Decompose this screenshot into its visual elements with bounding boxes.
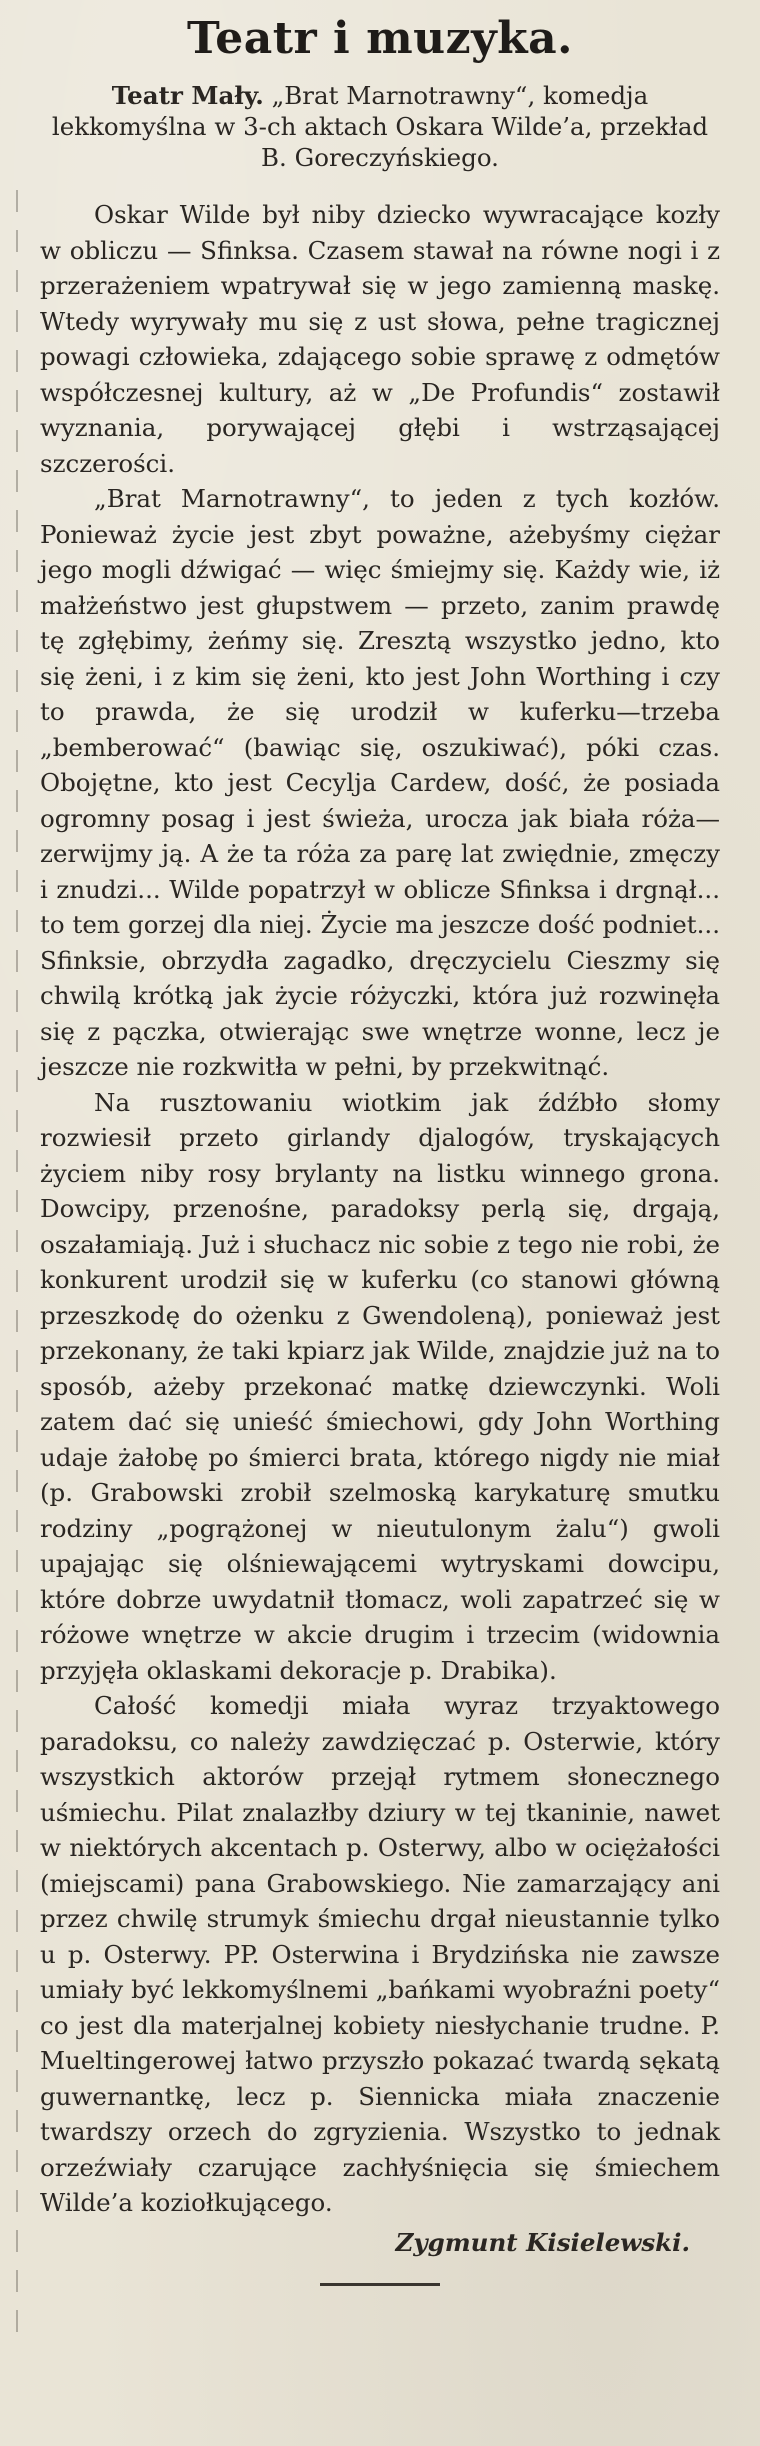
end-rule [320,2283,440,2286]
column-rule [16,190,18,2340]
theatre-name: Teatr Mały. [111,81,264,110]
article-column [40,8,720,2286]
section-heading: Teatr i muzyka. [187,13,573,64]
paragraph-2: „Brat Marnotrawny“, to jeden z tych kozłów. Ponieważ życie jest zbyt poważne, ażebyśmy ciężar jego mogli dźwigać — więc śmiejmy się. Każdy wie, iż małżeństwo jest głupstwem — przeto, zanim prawdę tę zgłębimy, żeńmy się. Zresztą wszystko jedno, kto się żeni, i z kim się żeni, kto jest John Worthing i czy to prawda, że się urodził w kuferku—trzeba „bemberować“ (bawiąc się, oszukiwać), póki czas. Obojętne, kto jest Cecylja Cardew, dość, że posiada ogromny posag i jest świeża, urocza jak biała róża—zerwijmy ją. A że ta róża za parę lat zwiędnie, zmęczy i znudzi... Wilde popatrzył w oblicze Sfinksa i drgnął... to tem gorzej dla niej. Życie ma jeszcze dość podniet... Sfinksie, obrzydła zagadko, dręczycielu Cieszmy się chwilą krótką jak życie różyczki, która już rozwinęła się z pączka, otwierając swe wnętrze wonne, lecz je jeszcze nie rozkwitła w pełni, by przekwitnąć. [40,484,720,1081]
paragraph-1: Oskar Wilde był niby dziecko wywracające kozły w obliczu — Sfinksa. Czasem stawał na równe nogi i z przerażeniem wpatrywał się w jego zamienną maskę. Wtedy wyrywały mu się z ust słowa, pełne tragicznej powagi człowieka, zdającego sobie sprawę z odmętów współczesnej kultury, aż w „De Profundis“ zostawił wyznania, porywającej głębi i wstrząsającej szczerości. [40,200,720,478]
paragraph-3: Na rusztowaniu wiotkim jak źdźbło słomy rozwiesił przeto girlandy djalogów, tryskających życiem niby rosy brylanty na listku winnego grona. Dowcipy, przenośne, paradoksy perlą się, drgają, oszałamiają. Już i słuchacz nic sobie z tego nie robi, że konkurent urodził się w kuferku (co stanowi główną przeszkodę do ożenku z Gwendoleną), ponieważ jest przekonany, że taki kpiarz jak Wilde, znajdzie już na to sposób, ażeby przekonać matkę dziewczynki. Woli zatem dać się unieść śmiechowi, gdy John Worthing udaje żałobę po śmierci brata, którego nigdy nie miał (p. Grabowski zrobił szelmoską karykaturę smutku rodziny „pogrążonej w nieutulonym żalu“) gwoli upajając się olśniewającemi wytryskami dowcipu, które dobrze uwydatnił tłomacz, woli zapatrzeć się w różowe wnętrze w akcie drugim i trzecim (widownia przyjęła oklaskami dekoracje p. Drabika). [40,1087,720,1685]
play-description: „Brat Marnotrawny“, komedja lekkomyślna w 3-ch aktach Oskara Wilde’a, przekład B. Goreczyńskiego. [51,81,709,172]
review-lead [40,80,720,173]
paragraph-4: Całość komedji miała wyraz trzyaktowego paradoksu, co należy zawdzięczać p. Osterwie, który wszystkich aktorów przejął rytmem słonecznego uśmiechu. Pilat znalazłby dziury w tej tkaninie, nawet w niektórych akcentach p. Osterwy, albo w ociężałości (miejscami) pana Grabowskiego. Nie zamarzający ani przez chwilę strumyk śmiechu drgał nieustannie tylko u p. Osterwy. PP. Osterwina i Brydzińska nie zawsze umiały być lekkomyślnemi „bańkami wyobraźni poety“ co jest dla materjalnej kobiety niesłychanie trudne. P. Mueltingerowej łatwo przyszło pokazać twardą sękatą guwernantkę, lecz p. Siennicka miała znaczenie twardszy orzech do zgryzienia. Wszystko to jednak orzeźwiały czarujące zachłyśnięcia się śmiechem Wilde’a koziołkującego. [40,1691,720,2217]
author-signature: Zygmunt Kisielewski. [395,2227,690,2257]
